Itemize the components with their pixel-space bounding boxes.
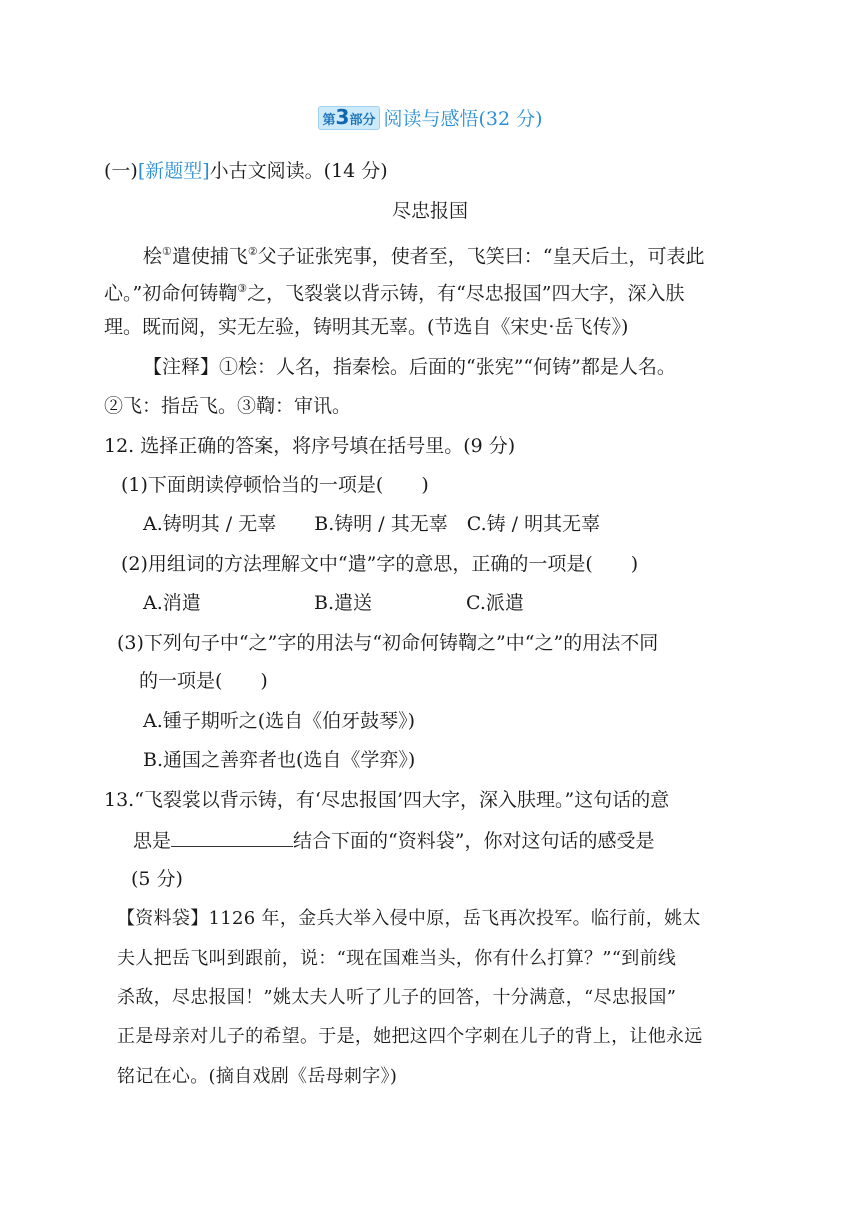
- q12-1-options: A.铸明其 / 无辜 B.铸明 / 其无辜 C.铸 / 明其无辜: [143, 513, 601, 535]
- question-13-score: (5 分): [131, 868, 183, 890]
- part1-intro: (一)[新题型]小古文阅读。(14 分): [104, 160, 388, 182]
- question-12-stem: 12. 选择正确的答案，将序号填在括号里。(9 分): [104, 435, 516, 457]
- q12-1-stem: (1)下面朗读停顿恰当的一项是( ): [121, 474, 429, 496]
- data-bag-line: 铭记在心。(摘自戏剧《岳母刺字》): [117, 1066, 398, 1087]
- data-bag-line: 【资料袋】1126 年，金兵大举入侵中原，岳飞再次投军。临行前，姚太: [117, 908, 701, 929]
- q12-3-option-b: B.通国之善弈者也(选自《学弈》): [143, 749, 416, 771]
- data-bag-line: 夫人把岳飞叫到跟前，说：“现在国难当头，你有什么打算？”“到前线: [117, 948, 677, 969]
- question-13-stem-cont: 思是 结合下面的“资料袋”，你对这句话的感受是: [133, 830, 655, 852]
- q12-2-option-b: B.遣送: [314, 592, 373, 614]
- section-header: [0, 104, 860, 131]
- q12-3-stem: (3)下列句子中“之”字的用法与“初命何铸鞫之”中“之”的用法不同: [117, 632, 659, 654]
- passage-title: 尽忠报国: [391, 200, 468, 222]
- section-title: 阅读与感悟(32 分): [383, 108, 543, 130]
- passage-line: 理。既而阅，实无左验，铸明其无辜。(节选自《宋史·岳飞传》): [104, 316, 629, 338]
- q12-2-stem: (2)用组词的方法理解文中“遣”字的意思，正确的一项是( ): [121, 553, 639, 575]
- data-bag-line: 杀敌，尽忠报国！”姚太夫人听了儿子的回答，十分满意，“尽忠报国”: [117, 987, 677, 1008]
- q12-2-option-c: C.派遣: [466, 592, 524, 614]
- new-type-tag: [新题型]: [137, 160, 210, 182]
- annotation-line: 【注释】①桧：人名，指秦桧。后面的“张宪”“何铸”都是人名。: [143, 356, 676, 378]
- annotation-line: ②飞：指岳飞。③鞫：审讯。: [104, 395, 352, 417]
- passage-line: 桧①遣使捕飞②父子证张宪事，使者至，飞笑曰：“皇天后土，可表此: [143, 245, 705, 268]
- q12-3-option-a: A.锺子期听之(选自《伯牙鼓琴》): [143, 710, 416, 732]
- data-bag-line: 正是母亲对儿子的希望。于是，她把这四个字刺在儿子的背上，让他永远: [117, 1026, 703, 1047]
- q12-3-stem-cont: 的一项是( ): [139, 670, 268, 692]
- section-badge: 第3部分: [318, 106, 381, 130]
- passage-line: 心。”初命何铸鞫③之，飞裂裳以背示铸，有“尽忠报国”四大字，深入肤: [104, 282, 685, 305]
- q12-2-option-a: A.消遣: [143, 592, 201, 614]
- answer-blank[interactable]: [171, 828, 293, 847]
- question-13-stem: 13.“飞裂裳以背示铸，有‘尽忠报国’四大字，深入肤理。”这句话的意: [104, 789, 670, 811]
